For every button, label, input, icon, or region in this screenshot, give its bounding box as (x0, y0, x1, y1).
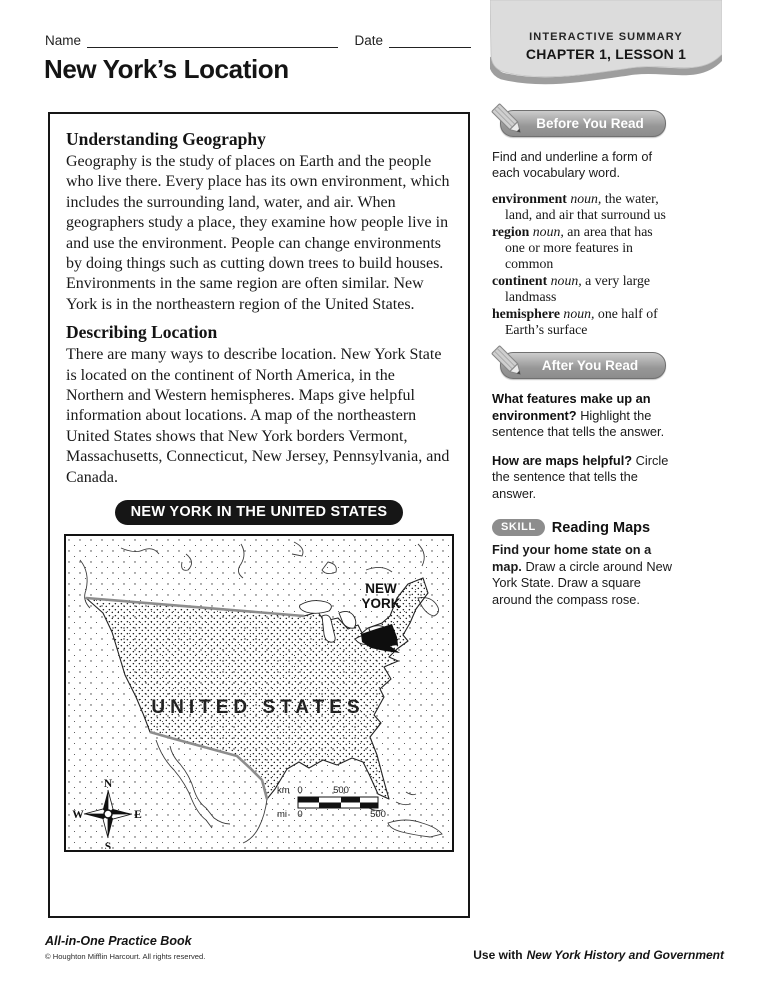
vocab-def: an area that has one or more features in common (505, 224, 653, 271)
vocab-entry (492, 273, 674, 305)
united-states-label: UNITED STATES (151, 697, 365, 719)
vocab-pos: noun, (532, 224, 564, 239)
footer-right (473, 948, 724, 962)
tab-chapter-lesson: CHAPTER 1, LESSON 1 (525, 46, 687, 62)
before-you-read-button[interactable] (500, 110, 666, 137)
compass-e: E (134, 809, 142, 822)
skill-rest: Draw a circle around New York State. Draw a square around the compass rose. (492, 558, 672, 607)
skill-instructions (492, 542, 672, 608)
scale-km-unit: km (277, 785, 290, 797)
lesson-summary-box (48, 112, 470, 918)
scale-mi-unit: mi (277, 809, 288, 821)
compass-s: S (104, 841, 112, 850)
after-read-question (492, 453, 672, 503)
after-you-read-button[interactable] (500, 352, 666, 379)
pencil-icon (489, 343, 529, 383)
vocab-term: environment (492, 191, 567, 206)
scale-km-zero: 0 (297, 785, 303, 797)
map-title-pill: NEW YORK IN THE UNITED STATES (115, 500, 404, 525)
vocab-entry (492, 224, 674, 272)
question-task: Highlight the sentence that tells the answer. (492, 407, 665, 439)
page-title: New York’s Location (44, 54, 289, 84)
vocab-term: continent (492, 273, 548, 288)
vocab-pos: noun, (563, 306, 595, 321)
before-you-read-label: Before You Read (536, 116, 644, 131)
vocab-pos: noun, (550, 273, 582, 288)
footer-left (45, 934, 205, 961)
us-map (66, 536, 451, 849)
pencil-icon (489, 101, 529, 141)
date-label: Date (354, 33, 383, 48)
question-task: Circle the sentence that tells the answer. (492, 452, 669, 501)
vocab-term: region (492, 224, 530, 239)
use-with-label: Use with (473, 948, 523, 962)
section-heading-describing-location: Describing Location (66, 322, 218, 343)
vocab-pos: noun, (570, 191, 602, 206)
question-text: What features make up an environment? (492, 391, 651, 423)
compass-n: N (103, 778, 113, 791)
new-york-label-line2: YORK (361, 596, 401, 612)
name-input-line[interactable] (87, 33, 338, 48)
question-text: How are maps helpful? (492, 452, 633, 468)
vocab-def: a very large landmass (505, 273, 651, 304)
us-map-frame (64, 534, 454, 852)
vocab-def: one half of Earth’s surface (505, 306, 658, 337)
skill-header (492, 519, 726, 536)
vocab-instruction: Find and underline a form of each vocabulary word. (492, 149, 653, 180)
use-with-title: New York History and Government (526, 948, 724, 962)
vocab-entry (492, 191, 674, 223)
scale-mi-max: 500 (370, 809, 386, 821)
vocab-term: hemisphere (492, 306, 560, 321)
section-heading-understanding-geography: Understanding Geography (66, 129, 266, 149)
skill-lead: Find your home state on a map. (492, 542, 652, 574)
vocab-entry (492, 306, 674, 338)
vocab-def: the water, land, and air that surround us (505, 191, 666, 222)
book-title: All-in-One Practice Book (45, 934, 192, 948)
section-body-describing-location: There are many ways to describe location. New York State is located on the continent of North America, in the Northern and Western hemispheres. Maps give helpful information about locations. A map of the northeastern United States shows that New York borders Vermont, Massachusetts, Connecticut, New Jersey, Pennsylvania, and Canada. (66, 346, 450, 486)
after-read-question (492, 391, 672, 441)
after-you-read-label: After You Read (541, 358, 639, 373)
interactive-summary-tab (490, 0, 722, 90)
copyright-line: © Houghton Mifflin Harcourt. All rights reserved. (45, 952, 206, 961)
skill-badge: SKILL (492, 519, 545, 536)
date-input-line[interactable] (389, 33, 471, 48)
scale-km-max: 500 (333, 785, 349, 797)
scale-mi-zero: 0 (297, 809, 303, 821)
new-york-label-line1: NEW (365, 581, 397, 597)
name-date-row (45, 33, 471, 48)
sidebar (492, 110, 726, 608)
compass-w: W (72, 809, 84, 822)
skill-title: Reading Maps (551, 519, 651, 536)
tab-kicker: INTERACTIVE SUMMARY (529, 31, 683, 43)
section-body-understanding-geography: Geography is the study of places on Earth and the people who live there. Every place has its own environment, which includes the surrounding land, water, and air. When geographers study a place, they examine how people live in and use the environment. People can change environments by doing things such as cutting down trees to build houses. Environments in the same region are often similar. New York is in the northeastern region of the United States. (66, 153, 450, 313)
name-label: Name (45, 33, 82, 48)
vocabulary-list (492, 191, 674, 338)
